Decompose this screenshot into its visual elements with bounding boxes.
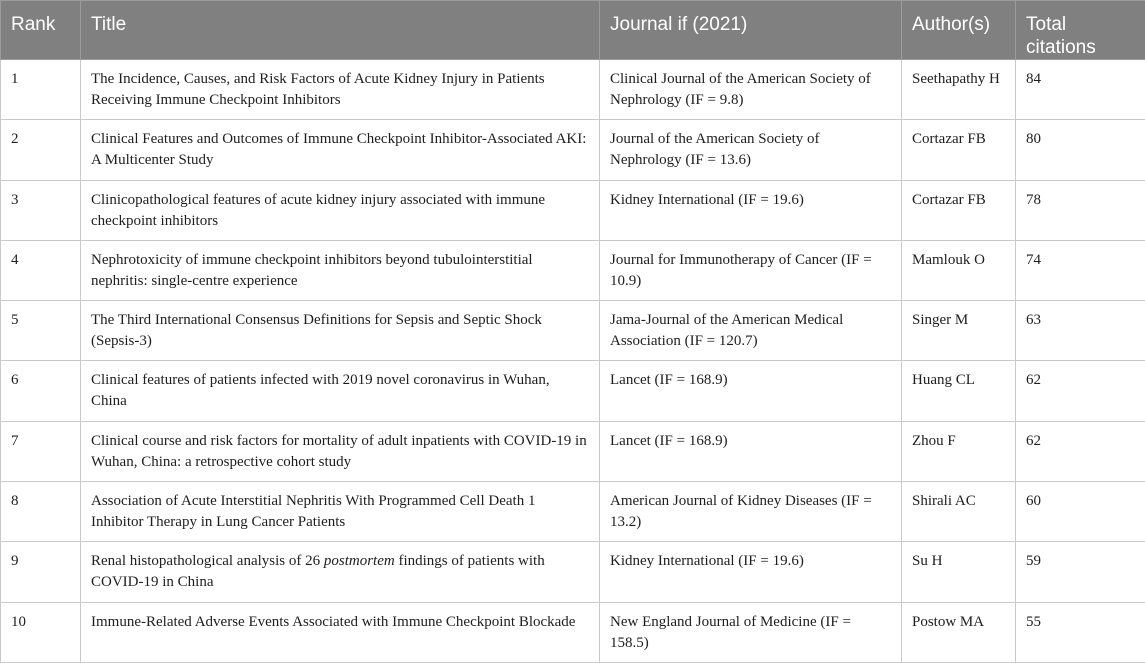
rank-cell: 7 <box>1 421 81 481</box>
title-cell: Clinical course and risk factors for mortality of adult inpatients with COVID-19 in Wuhan, China: a retrospective cohort study <box>81 421 600 481</box>
rank-cell: 6 <box>1 361 81 421</box>
title-text: findings of patients with COVID-19 in China <box>91 553 545 591</box>
title-cell <box>81 542 600 602</box>
title-cell: Immune-Related Adverse Events Associated with Immune Checkpoint Blockade <box>81 602 600 662</box>
author-cell: Huang CL <box>902 361 1016 421</box>
rank-cell: 9 <box>1 542 81 602</box>
journal-cell: Jama-Journal of the American Medical Association (IF = 120.7) <box>600 301 902 361</box>
title-cell: Clinicopathological features of acute kidney injury associated with immune checkpoint inhibitors <box>81 180 600 240</box>
author-cell: Su H <box>902 542 1016 602</box>
table-row <box>1 60 1145 120</box>
header-total-citations: Total citations <box>1016 1 1145 60</box>
journal-cell: Lancet (IF = 168.9) <box>600 361 902 421</box>
citations-cell: 80 <box>1016 120 1145 180</box>
author-cell: Seethapathy H <box>902 60 1016 120</box>
header-rank: Rank <box>1 1 81 60</box>
table-row <box>1 120 1145 180</box>
header-title: Title <box>81 1 600 60</box>
rank-cell: 8 <box>1 482 81 542</box>
citations-cell: 63 <box>1016 301 1145 361</box>
citations-cell: 59 <box>1016 542 1145 602</box>
title-cell: Clinical features of patients infected with 2019 novel coronavirus in Wuhan, China <box>81 361 600 421</box>
table-row <box>1 301 1145 361</box>
author-cell: Zhou F <box>902 421 1016 481</box>
author-cell: Mamlouk O <box>902 240 1016 300</box>
rank-cell: 5 <box>1 301 81 361</box>
author-cell: Cortazar FB <box>902 180 1016 240</box>
rank-cell: 4 <box>1 240 81 300</box>
rank-cell: 2 <box>1 120 81 180</box>
journal-cell: Clinical Journal of the American Society of Nephrology (IF = 9.8) <box>600 60 902 120</box>
citations-cell: 84 <box>1016 60 1145 120</box>
journal-cell: American Journal of Kidney Diseases (IF = 13.2) <box>600 482 902 542</box>
author-cell: Cortazar FB <box>902 120 1016 180</box>
rank-cell: 1 <box>1 60 81 120</box>
journal-cell: Kidney International (IF = 19.6) <box>600 180 902 240</box>
table-row <box>1 180 1145 240</box>
journal-cell: Lancet (IF = 168.9) <box>600 421 902 481</box>
title-italic-text: postmortem <box>323 553 395 570</box>
header-journal: Journal if (2021) <box>600 1 902 60</box>
table-row <box>1 240 1145 300</box>
citations-cell: 62 <box>1016 421 1145 481</box>
citations-cell: 74 <box>1016 240 1145 300</box>
table-body <box>1 60 1145 663</box>
table-header <box>1 1 1145 60</box>
header-row <box>1 1 1145 60</box>
author-cell: Shirali AC <box>902 482 1016 542</box>
title-cell: The Third International Consensus Definitions for Sepsis and Septic Shock (Sepsis-3) <box>81 301 600 361</box>
journal-cell: Journal for Immunotherapy of Cancer (IF = 10.9) <box>600 240 902 300</box>
journal-cell: Kidney International (IF = 19.6) <box>600 542 902 602</box>
citations-cell: 78 <box>1016 180 1145 240</box>
title-cell: Association of Acute Interstitial Nephritis With Programmed Cell Death 1 Inhibitor Therapy in Lung Cancer Patients <box>81 482 600 542</box>
title-cell: The Incidence, Causes, and Risk Factors of Acute Kidney Injury in Patients Receiving Immune Checkpoint Inhibitors <box>81 60 600 120</box>
title-cell: Nephrotoxicity of immune checkpoint inhibitors beyond tubulointerstitial nephritis: single-centre experience <box>81 240 600 300</box>
table-row <box>1 482 1145 542</box>
author-cell: Singer M <box>902 301 1016 361</box>
table-row <box>1 361 1145 421</box>
header-authors: Author(s) <box>902 1 1016 60</box>
rank-cell: 3 <box>1 180 81 240</box>
title-cell: Clinical Features and Outcomes of Immune Checkpoint Inhibitor-Associated AKI: A Multicenter Study <box>81 120 600 180</box>
table-row <box>1 421 1145 481</box>
table-row <box>1 542 1145 602</box>
table-row <box>1 602 1145 662</box>
journal-cell: Journal of the American Society of Nephrology (IF = 13.6) <box>600 120 902 180</box>
author-cell: Postow MA <box>902 602 1016 662</box>
citations-cell: 62 <box>1016 361 1145 421</box>
citations-cell: 60 <box>1016 482 1145 542</box>
title-text: Renal histopathological analysis of 26 <box>91 553 324 570</box>
rank-cell: 10 <box>1 602 81 662</box>
citations-cell: 55 <box>1016 602 1145 662</box>
journal-cell: New England Journal of Medicine (IF = 158.5) <box>600 602 902 662</box>
